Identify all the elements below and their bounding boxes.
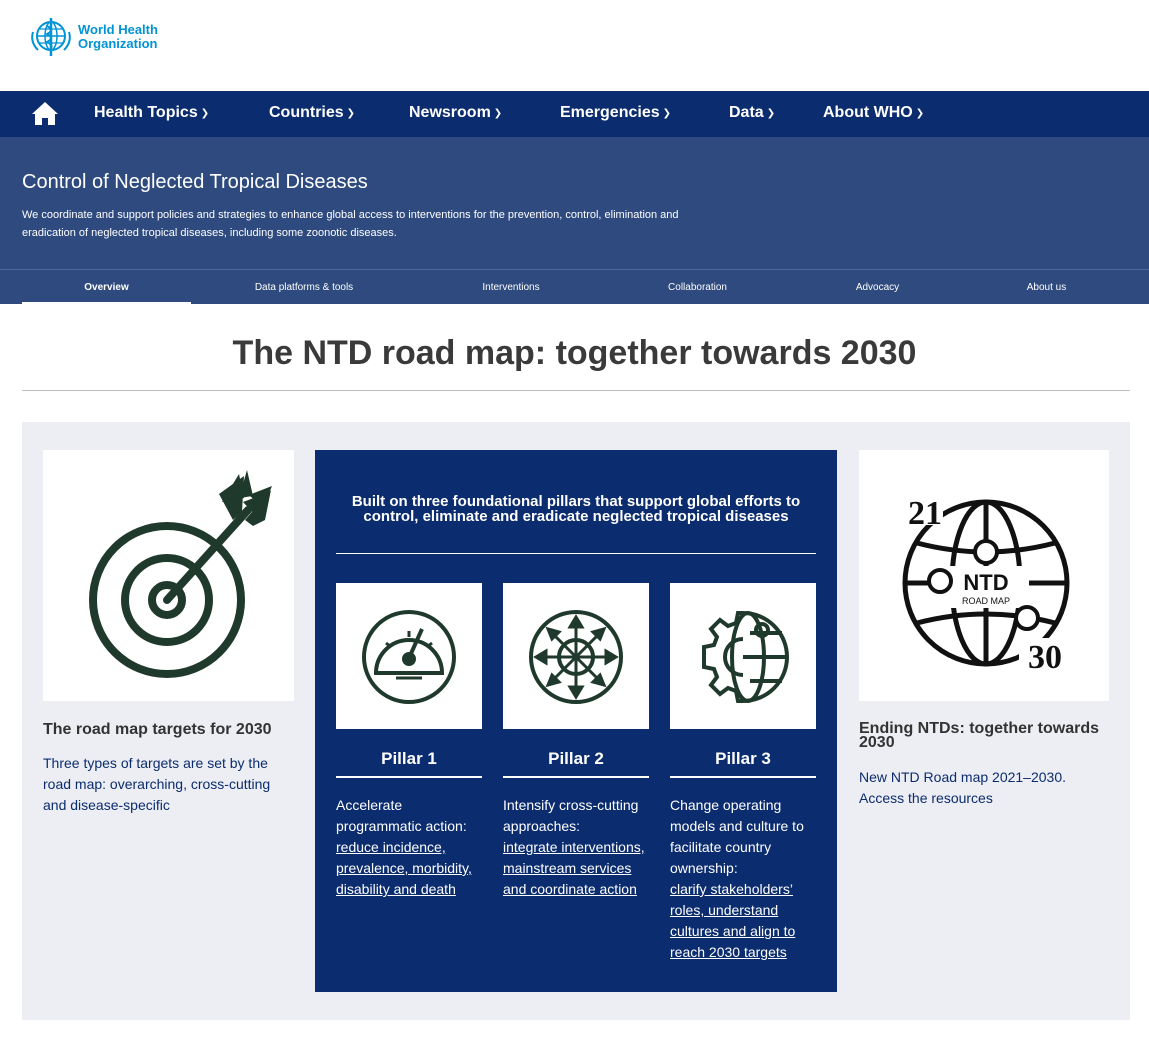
chevron-down-icon: ❯ bbox=[915, 108, 925, 119]
section-description: We coordinate and support policies and strategies to enhance global access to interventions for the prevention, control, elimination and eradication of neglected tropical diseases, including some zoonotic diseases. bbox=[22, 209, 679, 239]
pillar-3-label: Pillar 3 bbox=[715, 749, 771, 768]
subnav-collaboration[interactable]: Collaboration bbox=[668, 282, 727, 293]
chevron-down-icon: ❯ bbox=[200, 108, 210, 119]
pillars-heading: Built on three foundational pillars that support global efforts to control, eliminate and eradicate neglected tropical diseases bbox=[351, 493, 801, 525]
nav-item-about-who[interactable] bbox=[823, 91, 924, 137]
pillar-2-intro: Intensify cross-cutting approaches: bbox=[503, 797, 639, 834]
subnav-overview[interactable]: Overview bbox=[22, 270, 191, 305]
ntd-text: NTD bbox=[963, 570, 1009, 595]
pillars-divider bbox=[336, 553, 816, 554]
pillar-3-intro: Change operating models and culture to facilitate country ownership: bbox=[670, 797, 804, 876]
pillar-1-image bbox=[336, 583, 482, 729]
nav-label: Countries bbox=[269, 104, 344, 121]
nav-label: Data bbox=[729, 104, 764, 121]
pillar-3-text bbox=[670, 795, 820, 963]
nav-label: Health Topics bbox=[94, 104, 198, 121]
subnav-interventions[interactable]: Interventions bbox=[482, 282, 540, 293]
pillar-3-image bbox=[670, 583, 816, 729]
compass-arrows-icon bbox=[503, 583, 649, 729]
nav-item-health-topics[interactable] bbox=[94, 91, 209, 137]
pillar-2-link[interactable]: integrate interventions, mainstream services and coordinate action bbox=[503, 839, 645, 897]
subnav-about-us[interactable]: About us bbox=[1026, 282, 1067, 293]
nav-item-newsroom[interactable] bbox=[409, 91, 502, 137]
nav-item-data[interactable] bbox=[729, 91, 775, 137]
pillar-1-label: Pillar 1 bbox=[381, 749, 437, 768]
home-icon[interactable] bbox=[31, 100, 59, 126]
pillar-2-label: Pillar 2 bbox=[548, 749, 604, 768]
targets-card-title[interactable]: The road map targets for 2030 bbox=[43, 721, 272, 738]
nav-label: Emergencies bbox=[560, 104, 660, 121]
section-subnav bbox=[0, 269, 1149, 305]
ntd-globe-icon bbox=[859, 450, 1109, 701]
pillar-1-link[interactable]: reduce incidence, prevalence, morbidity, disability and death bbox=[336, 839, 472, 897]
roadmap-card-image[interactable] bbox=[859, 450, 1109, 701]
year-30-text: 30 bbox=[1028, 639, 1062, 676]
road-map-text: ROAD MAP bbox=[961, 596, 1011, 606]
speedometer-icon bbox=[336, 583, 482, 729]
who-emblem-icon bbox=[28, 16, 74, 58]
pillar-3-divider bbox=[670, 776, 816, 778]
title-divider bbox=[22, 390, 1130, 391]
pillars-panel bbox=[315, 450, 837, 992]
pillar-2-text bbox=[503, 795, 653, 900]
pillar-2-image bbox=[503, 583, 649, 729]
nav-item-countries[interactable] bbox=[269, 91, 355, 137]
target-dart-icon bbox=[43, 450, 294, 701]
subnav-advocacy[interactable]: Advocacy bbox=[855, 282, 900, 293]
pillar-2-divider bbox=[503, 776, 649, 778]
pillar-1-intro: Accelerate programmatic action: bbox=[336, 797, 467, 834]
chevron-down-icon: ❯ bbox=[766, 108, 776, 119]
subnav-data-platforms[interactable]: Data platforms & tools bbox=[254, 282, 354, 293]
main-navigation bbox=[0, 91, 1149, 137]
who-logo-text bbox=[78, 23, 158, 51]
roadmap-card-text: New NTD Road map 2021–2030. Access the resources bbox=[859, 769, 1067, 806]
section-banner bbox=[0, 137, 1149, 304]
pillar-1-divider bbox=[336, 776, 482, 778]
gear-globe-icon bbox=[670, 583, 816, 729]
site-header bbox=[0, 0, 1149, 91]
section-title: Control of Neglected Tropical Diseases bbox=[22, 171, 368, 193]
pillar-3-link[interactable]: clarify stakeholders’ roles, understand cultures and align to reach 2030 targets bbox=[670, 881, 796, 960]
pillar-1-text bbox=[336, 795, 486, 900]
who-logo[interactable] bbox=[28, 16, 158, 58]
targets-card-text: Three types of targets are set by the road map: overarching, cross-cutting and disease-specific bbox=[43, 755, 271, 813]
logo-line-1: World Health bbox=[78, 22, 158, 37]
targets-card-image[interactable] bbox=[43, 450, 294, 701]
page-title: The NTD road map: together towards 2030 bbox=[232, 334, 917, 372]
logo-line-2: Organization bbox=[78, 36, 158, 51]
nav-label: Newsroom bbox=[409, 104, 491, 121]
year-21-text: 21 bbox=[908, 495, 942, 532]
nav-label: About WHO bbox=[823, 104, 913, 121]
nav-item-emergencies[interactable] bbox=[560, 91, 671, 137]
chevron-down-icon: ❯ bbox=[346, 108, 356, 119]
chevron-down-icon: ❯ bbox=[493, 108, 503, 119]
chevron-down-icon: ❯ bbox=[662, 108, 671, 119]
roadmap-card-title[interactable]: Ending NTDs: together towards 2030 bbox=[859, 720, 1099, 751]
